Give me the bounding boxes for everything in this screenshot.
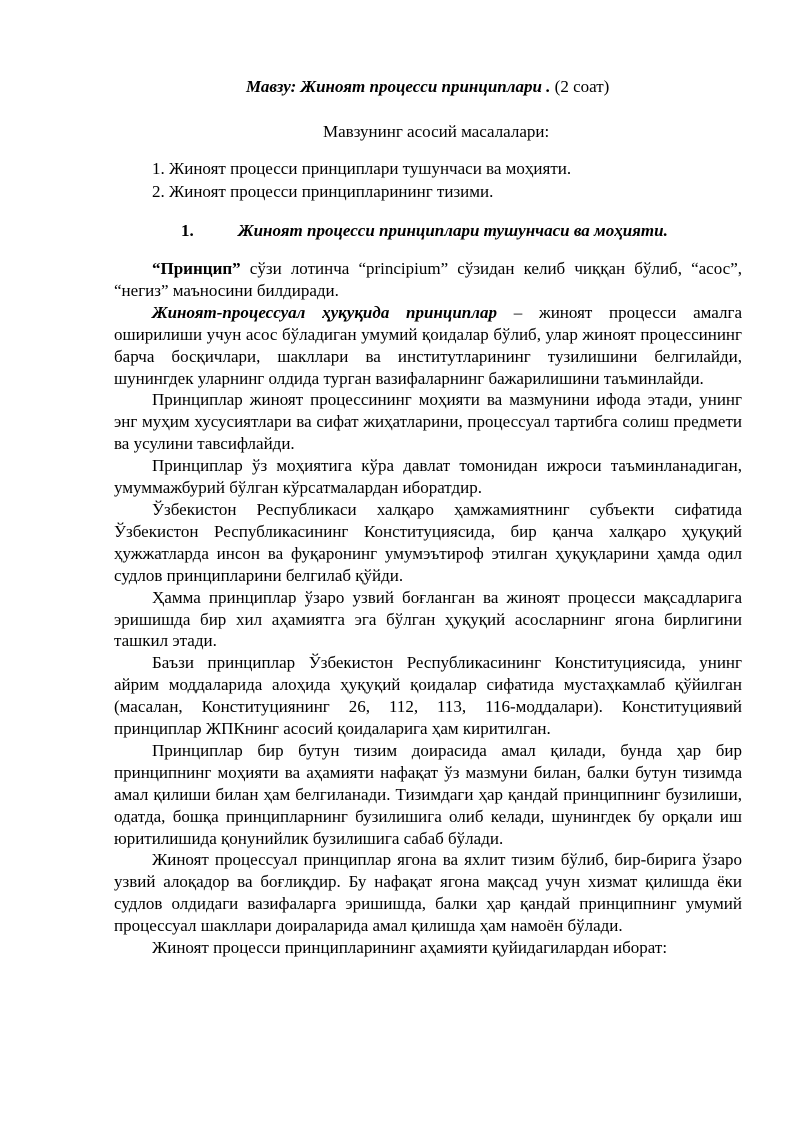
paragraph — [114, 587, 742, 653]
paragraph-text: Принциплар жиноят процессининг моҳияти ва мазмунини ифода этади, унинг энг муҳим хусусиятлари ва сифат жиҳатларини, процессуал тартибга солиш предмети ва усулини тавсифлайди. — [114, 390, 742, 454]
paragraph — [114, 499, 742, 587]
title-hours: (2 соат) — [550, 77, 610, 96]
paragraph-lead: Жиноят-процессуал ҳуқуқида принциплар — [152, 302, 497, 322]
paragraph-text: – жиноят процесси амалга оширилиши учун асос бўладиган умумий қоидалар бўлиб, улар жиноят процессининг барча босқичлари, шакллари ва институтларининг тузилишини белгилайди, шунингдек уларнинг олдида турган вазифаларнинг бажарилишини таъминлайди. — [114, 302, 742, 388]
paragraph-text: Жиноят процессуал принциплар ягона ва яхлит тизим бўлиб, бир-бирига ўзаро узвий алоқадор ва боғлиқдир. Бу нафақат ягона мақсад учун хизмат қилишда ёки судлов олдидаги вазифаларга эришишда, балки ҳар қандай принципнинг умумий процессуал шакллари доираларида амал қилишда ҳам намоён бўлади. — [114, 850, 742, 936]
paragraph — [114, 389, 742, 455]
paragraph-text: Ҳамма принциплар ўзаро узвий боғланган ва жиноят процесси мақсадларига эришишда бир хил аҳамиятга эга бўлган ҳуқуқий асосларнинг ягона бирлигини ташкил этади. — [114, 587, 742, 651]
paragraph — [114, 455, 742, 499]
paragraph — [114, 740, 742, 850]
paragraph — [114, 258, 742, 302]
body-text — [114, 258, 742, 959]
paragraph — [114, 302, 742, 390]
paragraph-lead: “Принцип” — [152, 259, 241, 278]
list-item: 2. Жиноят процесси принципларининг тизими. — [152, 182, 494, 201]
paragraph-text: Принциплар ўз моҳиятига кўра давлат томонидан ижроси таъминланадиган, умуммажбурий бўлган кўрсатмалардан иборатдир. — [114, 456, 742, 498]
paragraph-text: Ўзбекистон Республикаси халқаро ҳамжамиятнинг субъекти сифатида Ўзбекистон Республикасининг Конституциясида, бир қанча халқаро ҳуқуқий ҳужжатларда инсон ва фуқаронинг умумэътироф этилган ҳуқуқларини ҳамда одил судлов принципларини белгилаб қўйди. — [114, 499, 742, 585]
section-number: 1. — [181, 221, 194, 240]
paragraph-text: Баъзи принциплар Ўзбекистон Республикасининг Конституциясида, унинг айрим моддаларида алоҳида ҳуқуқий қоидалар сифатида мустаҳкамлаб қўйилган (масалан, Конституциянинг 26, 112, 113, 116-моддалари). Конституциявий принциплар ЖПКнинг асосий қоидаларига ҳам киритилган. — [114, 653, 742, 739]
title-main: Мавзу: Жиноят процесси принциплари . — [246, 77, 551, 96]
section-title: Жиноят процесси принциплари тушунчаси ва моҳияти. — [238, 221, 668, 240]
paragraph-text: Жиноят процесси принципларининг аҳамияти қуйидагилардан иборат: — [152, 938, 668, 958]
paragraph — [114, 937, 742, 959]
topic-questions-heading: Мавзунинг асосий масалалари: — [323, 122, 550, 141]
paragraph-text: Принциплар бир бутун тизим доирасида амал қилади, бунда ҳар бир принципнинг моҳияти ва аҳамияти нафақат ўз мазмуни билан, балки бутун тизимда амал қилиши билан ҳам белгиланади. Тизимдаги ҳар қандай принципнинг бузилиши, одатда, бошқа принципларнинг бузилишига олиб келади, шунингдек бу орқали иш юритилишида қонунийлик бузилишига сабаб бўлади. — [114, 740, 742, 848]
topic-questions-list — [152, 157, 571, 203]
list-item: 1. Жиноят процесси принциплари тушунчаси ва моҳияти. — [152, 159, 572, 178]
paragraph — [114, 652, 742, 740]
paragraph — [114, 849, 742, 937]
section-heading — [181, 220, 668, 242]
document-title — [246, 76, 609, 98]
paragraph-text: сўзи лотинча “principium” сўзидан келиб чиққан бўлиб, “асос”, “негиз” маъносини билдиради. — [114, 259, 742, 300]
